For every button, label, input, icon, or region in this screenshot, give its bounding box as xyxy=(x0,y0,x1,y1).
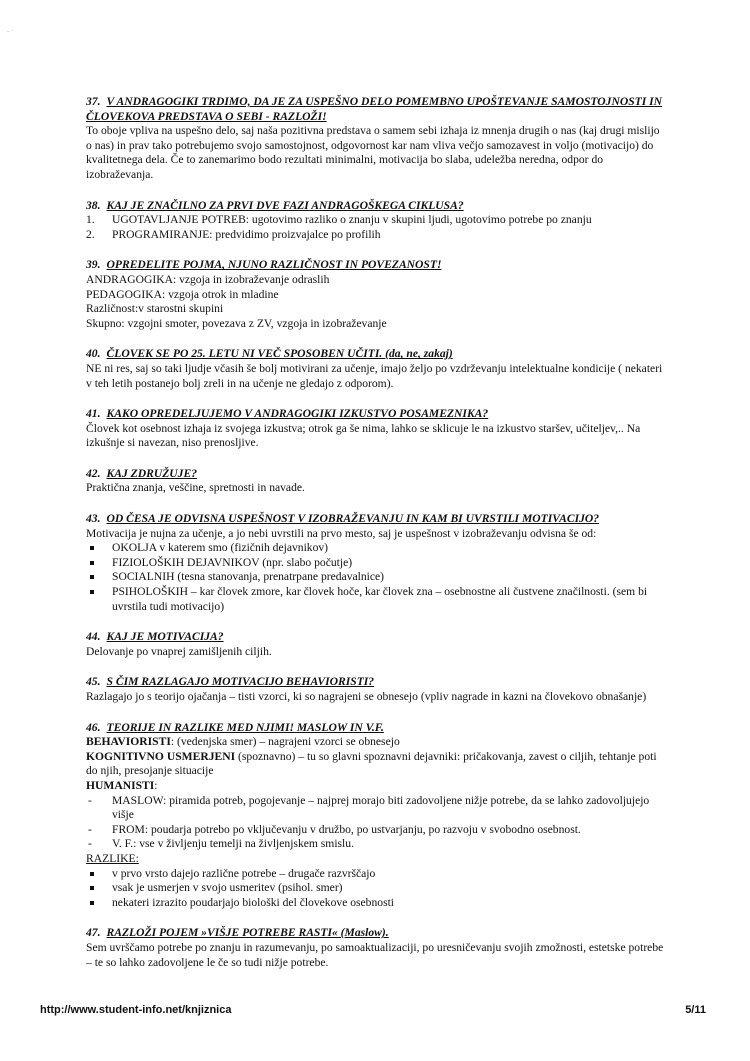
answer-line: Različnost:v starostni skupini xyxy=(86,302,224,316)
section-44 xyxy=(86,630,666,659)
question-number: 47. xyxy=(86,926,101,940)
answer-text: Človek kot osebnost izhaja iz svojega izkustva; otrok ga še nima, lahko se sklicuje le na izkustvo staršev, učiteljev,.. Na izkušnje si navezan, niso prenosljive. xyxy=(86,421,641,450)
page-number: 5/11 xyxy=(685,1004,706,1016)
list-item: - FROM: poudarja potrebo po vključevanju v družbo, po ustvarjanju, po razvoju v svobodno osebnost. xyxy=(86,823,666,838)
list-item xyxy=(86,228,666,243)
question-title: V ANDRAGOGIKI TRDIMO, DA JE ZA USPEŠNO DELO POMEMBNO UPOŠTEVANJE SAMOSTOJNOSTI IN ČLOVEKOVA PREDSTAVA O SEBI - RAZLOŽI! xyxy=(86,95,663,123)
question-number: 37. xyxy=(86,95,101,108)
section-40 xyxy=(86,347,666,391)
answer-line: PEDAGOGIKA: vzgoja otrok in mladine xyxy=(86,287,279,301)
answer-text: Motivacija je nujna za učenje, a jo nebi uvrstili na prvo mesto, saj je uspešnost v izobraževanju odvisna še od: xyxy=(86,526,597,540)
question-heading xyxy=(86,199,666,214)
humanists-line xyxy=(86,779,666,794)
answer-text: NE ni res, saj so taki ljudje včasih še bolj motivirani za učenje, imajo željo po vzdrževanju intelektualne kondicije ( nekateri v teh letih postanejo bolj zreli in na učenje ne gledajo z odporom). xyxy=(86,361,663,390)
list-item: nekateri izrazito poudarjajo biološki del človekove osebnosti xyxy=(86,896,666,911)
answer-text: Praktična znanja, veščine, spretnosti in navade. xyxy=(86,481,305,495)
question-title: KAJ JE ZNAČILNO ZA PRVI DVE FAZI ANDRAGOŠKEGA CIKLUSA? xyxy=(106,198,464,212)
dash-list xyxy=(86,794,666,852)
question-title: ČLOVEK SE PO 25. LETU NI VEČ SPOSOBEN UČITI. (da, ne, zakaj) xyxy=(106,347,453,361)
numbered-list xyxy=(86,213,666,242)
list-item: PSIHOLOŠKIH – kar človek zmore, kar človek hoče, kar človek zna – osebnostne ali čustvene značilnosti. (sem bi uvrstila tudi motivacijo) xyxy=(86,585,666,614)
answer-text: Delovanje po vnaprej zamišljenih ciljih. xyxy=(86,644,272,658)
answer-line: Skupno: vzgojni smoter, povezava z ZV, vzgoja in izobraževanje xyxy=(86,316,387,330)
list-text: UGOTAVLJANJE POTREB: ugotovimo razliko o znanju v skupini ljudi, ugotovimo potrebe po znanju xyxy=(112,213,592,227)
list-item: vsak je usmerjen v svojo usmeritev (psihol. smer) xyxy=(86,881,666,896)
question-heading xyxy=(86,467,666,482)
bullet-list xyxy=(86,867,666,911)
question-heading xyxy=(86,407,666,422)
term-label: KOGNITIVNO USMERJENI xyxy=(86,749,236,763)
scan-corner-mark: ⁻˙ xyxy=(6,28,14,38)
section-39 xyxy=(86,258,666,331)
question-number: 38. xyxy=(86,198,101,212)
term-label: BEHAVIORISTI xyxy=(86,735,171,749)
answer-text: Sem uvrščamo potrebe po znanju in razumevanju, po samoaktualizaciji, po uresničevanju svojih zmožnosti, estetske potrebe – te so lahko zadovoljene le če so tudi nižje potrebe. xyxy=(86,940,664,969)
question-title: OPREDELITE POJMA, NJUNO RAZLIČNOST IN POVEZANOST! xyxy=(106,258,442,272)
question-title: S ČIM RAZLAGAJO MOTIVACIJO BEHAVIORISTI? xyxy=(106,675,375,689)
question-heading xyxy=(86,512,666,527)
section-43 xyxy=(86,512,666,614)
differences-label: RAZLIKE: xyxy=(86,851,139,865)
term-label: HUMANISTI xyxy=(86,778,155,792)
section-37 xyxy=(86,95,666,183)
term-text: (spoznavno) – tu so glavni spoznavni dejavniki: pričakovanja, zavest o ciljih, tehtanje poti do njih, presojanje situacije xyxy=(86,749,657,778)
question-heading xyxy=(86,926,666,941)
question-title: TEORIJE IN RAZLIKE MED NJIMI! MASLOW IN V.F. xyxy=(106,720,384,734)
list-item xyxy=(86,213,666,228)
question-heading xyxy=(86,721,666,736)
question-number: 46. xyxy=(86,720,101,734)
list-item: v prvo vrsto dajejo različne potrebe – drugače razvrščajo xyxy=(86,867,666,882)
question-heading xyxy=(86,347,666,362)
behaviorists-line xyxy=(86,735,666,750)
question-title: OD ČESA JE ODVISNA USPEŠNOST V IZOBRAŽEVANJU IN KAM BI UVRSTILI MOTIVACIJO? xyxy=(106,512,600,526)
list-item: - MASLOW: piramida potreb, pogojevanje – najprej morajo biti zadovoljene nižje potrebe, da se lahko zadovoljujejo višje xyxy=(86,794,666,823)
section-45 xyxy=(86,675,666,704)
list-item: FIZIOLOŠKIH DEJAVNIKOV (npr. slabo počutje) xyxy=(86,556,666,571)
list-number: 1. xyxy=(86,213,95,227)
question-number: 44. xyxy=(86,630,101,644)
bullet-list xyxy=(86,541,666,614)
question-number: 40. xyxy=(86,347,101,361)
question-heading xyxy=(86,258,666,273)
question-number: 43. xyxy=(86,512,101,526)
section-42 xyxy=(86,467,666,496)
question-title: RAZLOŽI POJEM »VIŠJE POTREBE RASTI« (Maslow). xyxy=(106,926,389,940)
section-47 xyxy=(86,926,666,970)
question-heading xyxy=(86,630,666,645)
question-number: 42. xyxy=(86,466,101,480)
list-item: OKOLJA v katerem smo (fizičnih dejavnikov) xyxy=(86,541,666,556)
question-number: 41. xyxy=(86,407,101,421)
document-page xyxy=(86,95,666,986)
section-46 xyxy=(86,721,666,911)
question-title: KAKO OPREDELJUJEMO V ANDRAGOGIKI IZKUSTVO POSAMEZNIKA? xyxy=(106,407,489,421)
section-38 xyxy=(86,199,666,243)
footer-url: http://www.student-info.net/knjiznica xyxy=(40,1004,232,1016)
question-heading xyxy=(86,675,666,690)
answer-line: ANDRAGOGIKA: vzgoja in izobraževanje odraslih xyxy=(86,272,330,286)
cognitive-line xyxy=(86,750,666,779)
list-item: SOCIALNIH (tesna stanovanja, prenatrpane predavalnice) xyxy=(86,570,666,585)
term-text: : (vedenjska smer) – nagrajeni vzorci se obnesejo xyxy=(170,735,400,749)
list-text: PROGRAMIRANJE: predvidimo proizvajalce po profilih xyxy=(112,227,381,241)
term-colon: : xyxy=(154,778,158,792)
question-title: KAJ JE MOTIVACIJA? xyxy=(106,630,224,644)
list-number: 2. xyxy=(86,227,95,241)
list-item: - V. F.: vse v življenju temelji na življenjskem smislu. xyxy=(86,837,666,852)
question-title: KAJ ZDRUŽUJE? xyxy=(106,466,198,480)
question-heading xyxy=(86,95,666,124)
answer-text: Razlagajo jo s teorijo ojačanja – tisti vzorci, ki so nagrajeni se obnesejo (vpliv nagrade in kazni na človekovo obnašanje) xyxy=(86,690,647,703)
question-number: 45. xyxy=(86,675,101,689)
answer-text: To oboje vpliva na uspešno delo, saj naša pozitivna predstava o samem sebi izhaja iz mnenja drugih o nas (kaj drugi mislijo o nas) in prav tako potrebujemo svojo samostojnost, odgovornost kar nam vliva večjo samozavest in voljo (motivacijo) do kvalitetnega dela. Če to zanemarimo bodo rezultati minimalni, motivacija bo slaba, udeležba neredna, odpor do izobraževanja. xyxy=(86,124,660,181)
question-number: 39. xyxy=(86,258,101,272)
section-41 xyxy=(86,407,666,451)
